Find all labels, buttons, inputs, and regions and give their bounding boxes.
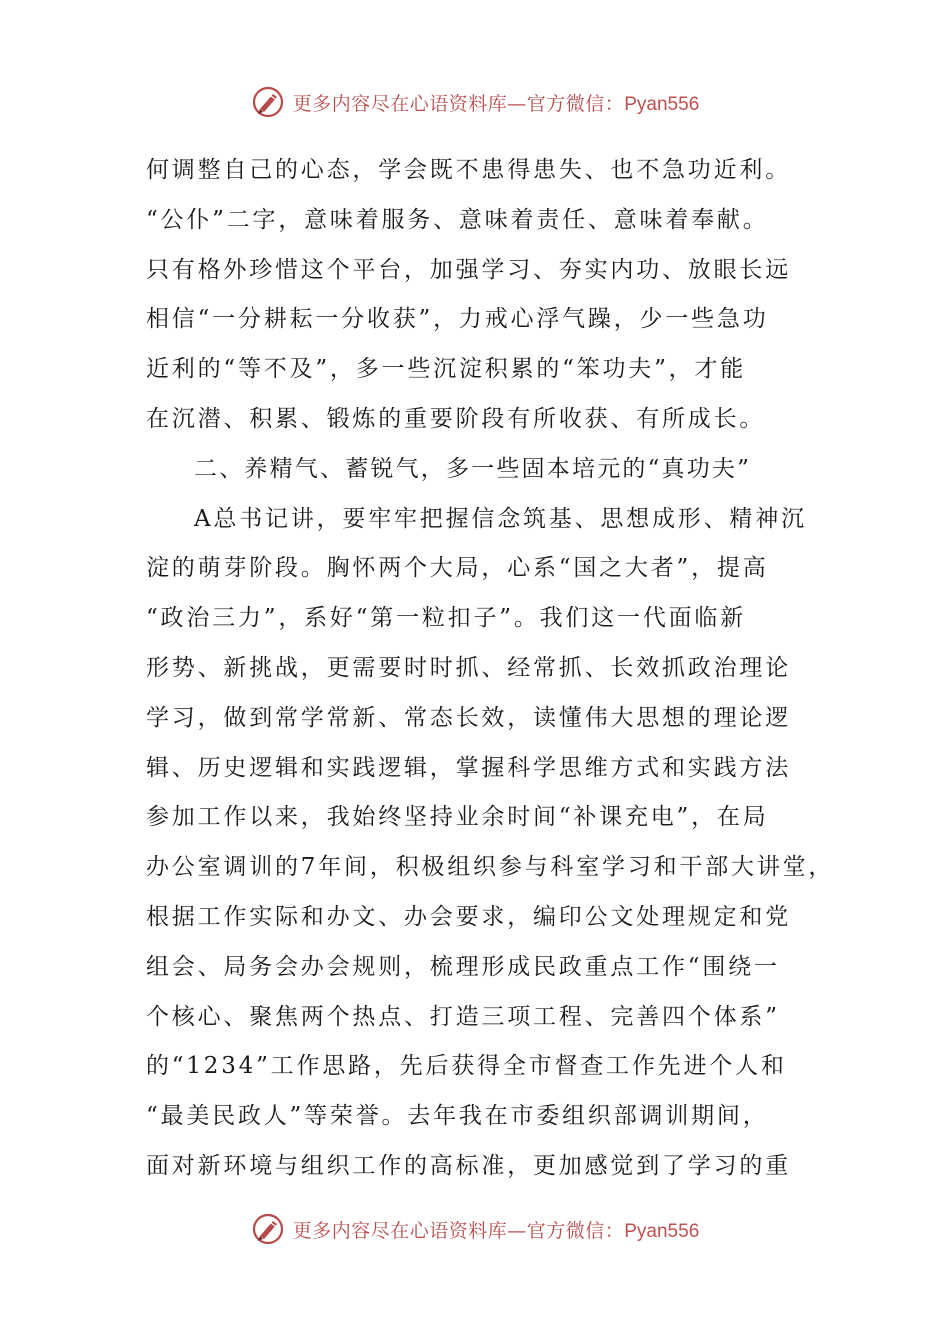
banner-text: 更多内容尽在心语资料库—官方微信：Pyan556	[292, 1219, 700, 1242]
banner-text: 更多内容尽在心语资料库—官方微信：Pyan556	[292, 92, 700, 115]
document-body	[146, 146, 835, 1192]
pen-seal-logo-icon	[251, 1212, 285, 1246]
paragraph-line: 的“1234”工作思路，先后获得全市督查工作先进个人和	[146, 1053, 787, 1080]
paragraph-line: 近利的“等不及”，多一些沉淀积累的“笨功夫”，才能	[146, 356, 747, 383]
paragraph-line: 淀的萌芽阶段。胸怀两个大局，心系“国之大者”，提高	[146, 555, 769, 582]
paragraph-line: 参加工作以来，我始终坚持业余时间“补课充电”，在局	[146, 804, 769, 831]
wechat-handle: Pyan556	[624, 1220, 700, 1242]
paragraph-line: “公仆”二字，意味着服务、意味着责任、意味着奉献。	[146, 206, 769, 233]
paragraph-line: “最美民政人”等荣誉。去年我在市委组织部调训期间，	[146, 1103, 769, 1130]
paragraph-line: 个核心、聚焦两个热点、打造三项工程、完善四个体系”	[146, 1003, 780, 1030]
wechat-handle: Pyan556	[624, 93, 700, 115]
paragraph-line: 何调整自己的心态，学会既不患得患失、也不急功近利。	[146, 157, 791, 183]
paragraph-line: 学习，做到常学常新、常态长效，读懂伟大思想的理论逻	[146, 704, 791, 731]
paragraph-line: 辑、历史逻辑和实践逻辑，掌握科学思维方式和实践方法	[146, 754, 791, 781]
paragraph-line: 组会、局务会办会规则，梳理形成民政重点工作“围绕一	[146, 953, 780, 980]
paragraph-line: 根据工作实际和办文、办会要求，编印公文处理规定和党	[146, 903, 791, 930]
footer-watermark-banner	[0, 1209, 950, 1249]
paragraph-line: 只有格外珍惜这个平台，加强学习、夯实内功、放眼长远	[146, 256, 791, 283]
paragraph-line: 在沉潜、积累、锻炼的重要阶段有所收获、有所成长。	[146, 405, 766, 432]
paragraph-line: A总书记讲，要牢牢把握信念筑基、思想成形、精神沉	[194, 505, 807, 532]
header-watermark-banner	[0, 82, 950, 122]
section-heading: 二、养精气、蓄锐气，多一些固本培元的“真功夫”	[194, 455, 752, 482]
paragraph-line: “政治三力”，系好“第一粒扣子”。我们这一代面临新	[146, 605, 747, 632]
pen-seal-logo-icon	[251, 85, 285, 119]
paragraph-line: 形势、新挑战，更需要时时抓、经常抓、长效抓政治理论	[146, 654, 791, 681]
paragraph-line: 办公室调训的7年间，积极组织参与科室学习和干部大讲堂，	[146, 854, 835, 881]
paragraph-line: 相信“一分耕耘一分收获”，力戒心浮气躁，少一些急功	[146, 306, 769, 333]
paragraph-line: 面对新环境与组织工作的高标准，更加感觉到了学习的重	[146, 1152, 791, 1179]
